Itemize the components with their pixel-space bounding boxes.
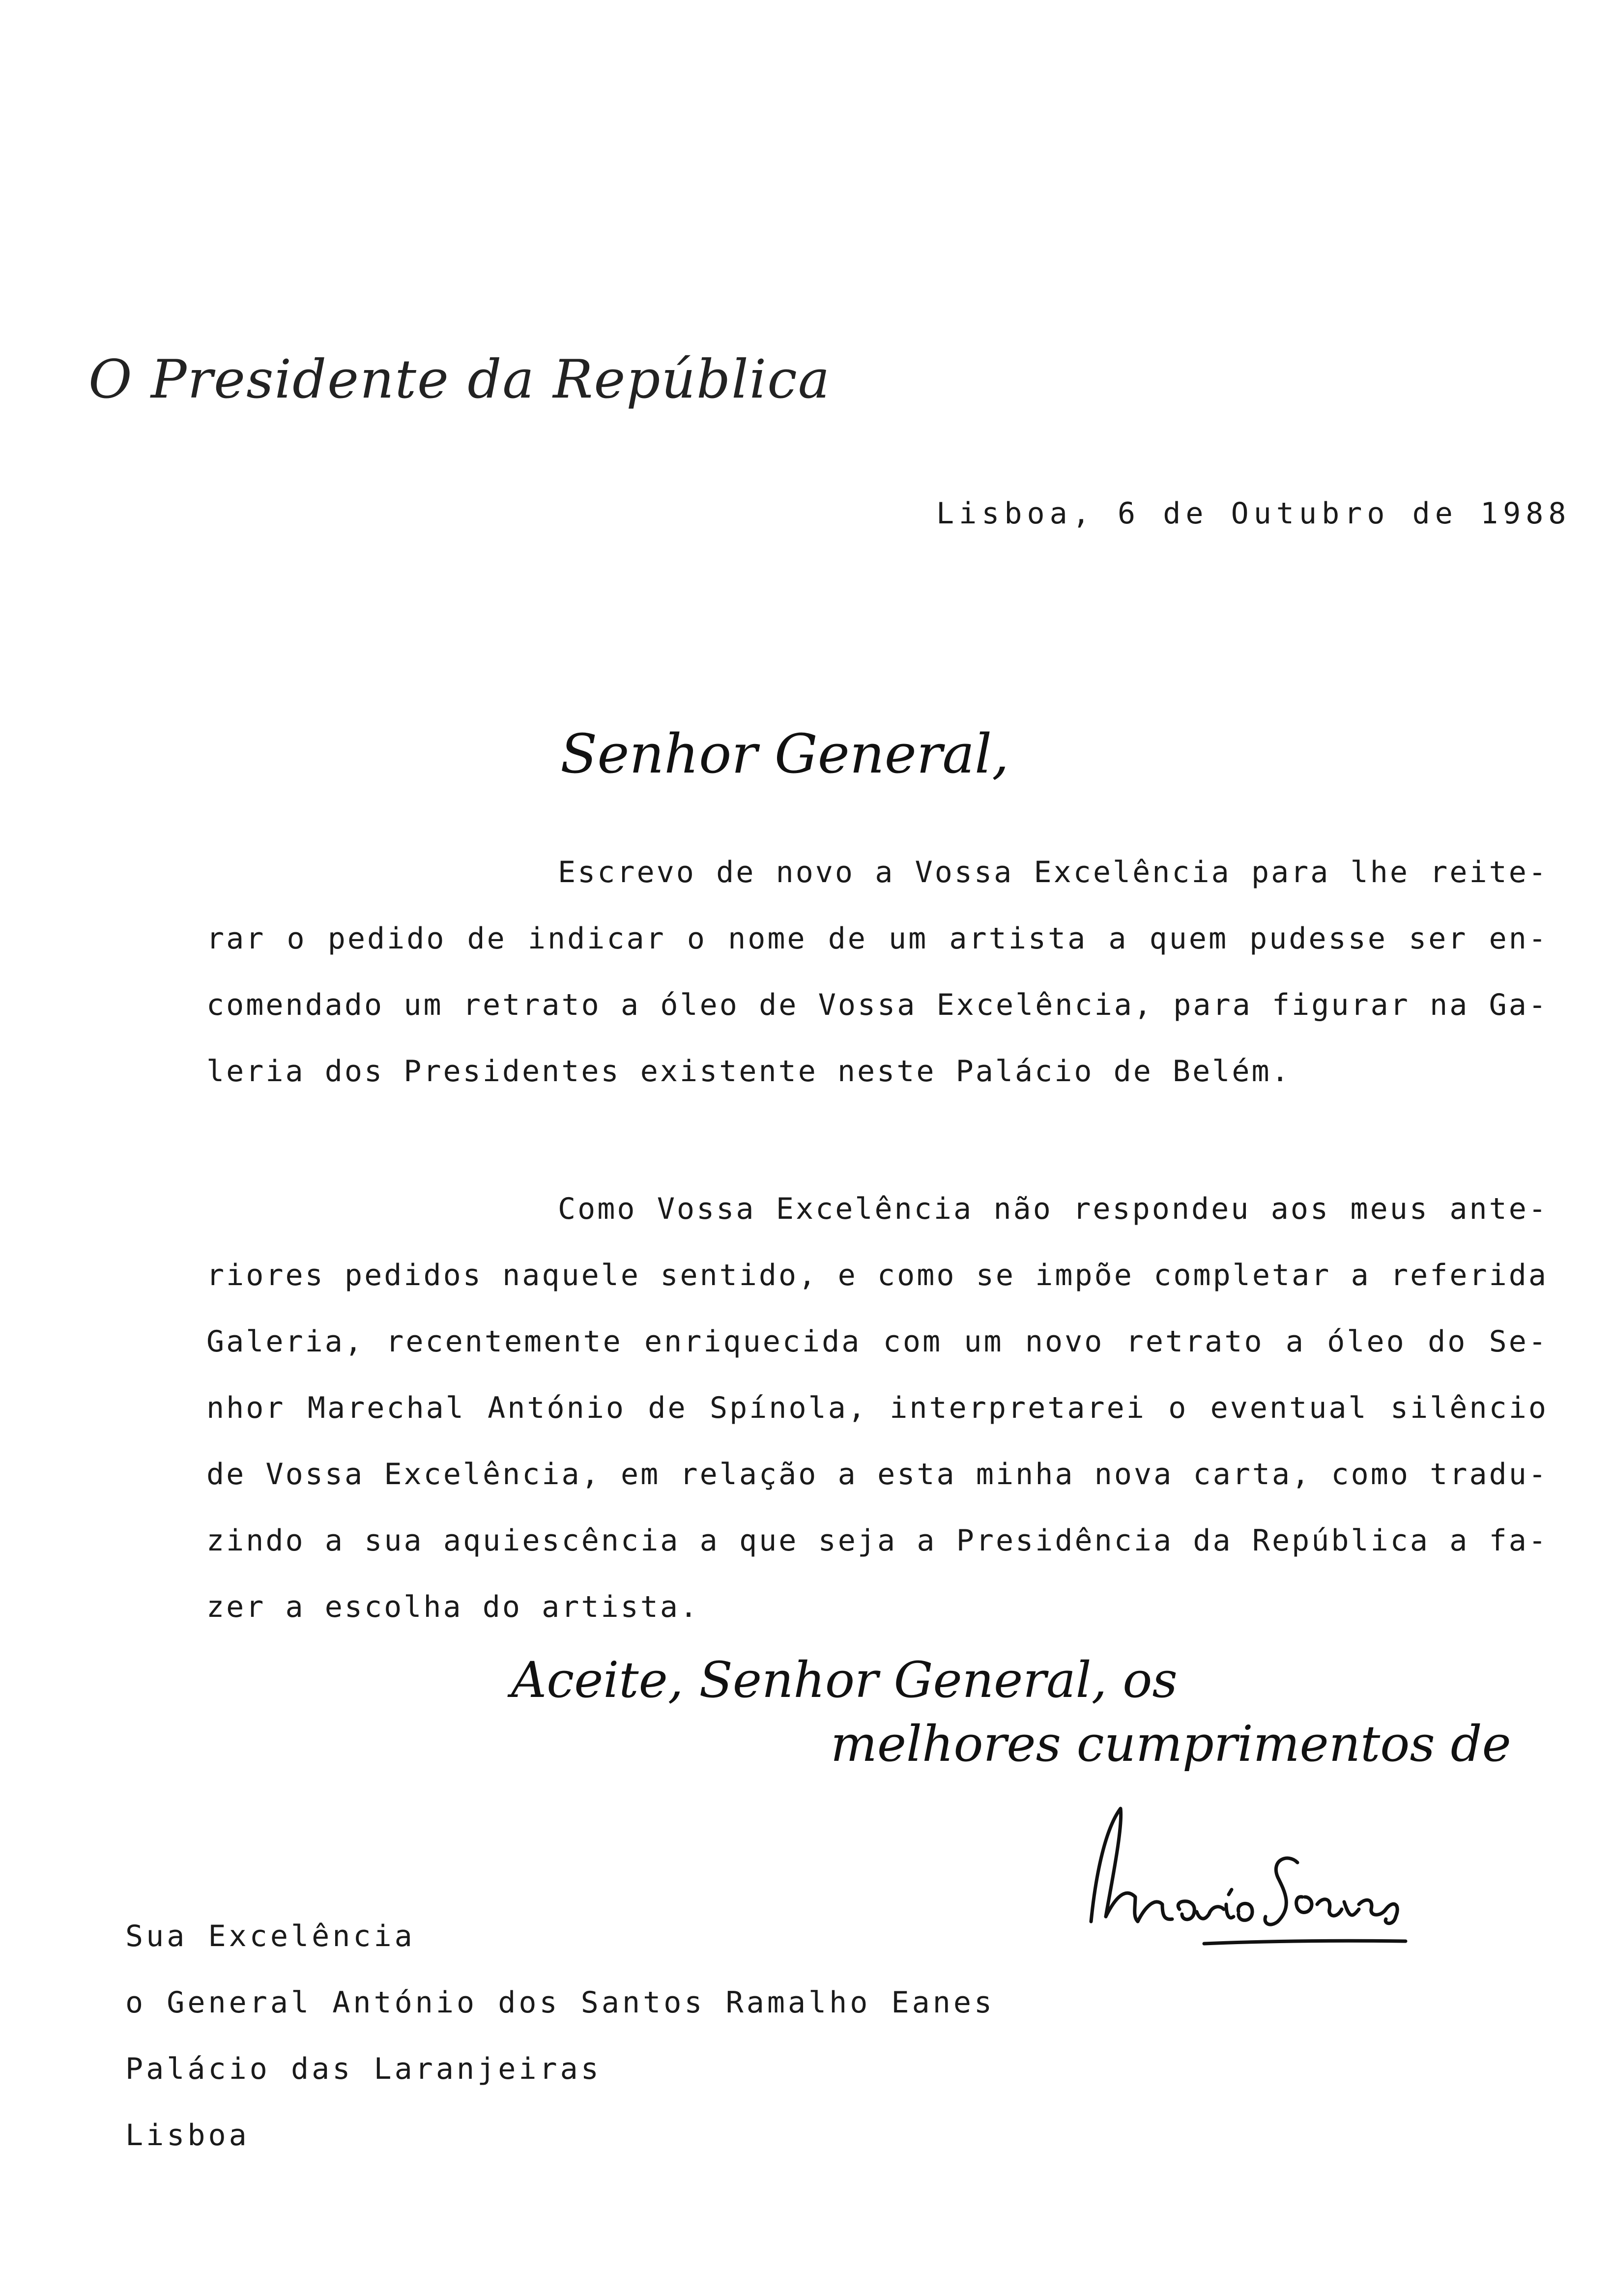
- paragraph-line: zindo a sua aquiescência a que seja a Presidência da República a fa-: [206, 1523, 1548, 1558]
- handwritten-signature: [1076, 1799, 1410, 1951]
- handwritten-salutation: Senhor General,: [560, 722, 1009, 785]
- recipient-line: o General António dos Santos Ramalho Eanes: [125, 1985, 995, 2020]
- paragraph-line: comendado um retrato a óleo de Vossa Excelência, para figurar na Ga-: [206, 988, 1548, 1022]
- recipient-line: Lisboa: [125, 2118, 250, 2152]
- date-line: Lisboa, 6 de Outubro de 1988: [936, 496, 1571, 531]
- letterhead-title: O Presidente da República: [88, 349, 831, 410]
- paragraph-line: leria dos Presidentes existente neste Palácio de Belém.: [206, 1054, 1291, 1089]
- paragraph-line: de Vossa Excelência, em relação a esta minha nova carta, como tradu-: [206, 1457, 1548, 1492]
- paragraph-line: nhor Marechal António de Spínola, interpretarei o eventual silêncio: [206, 1391, 1548, 1425]
- paragraph-line: riores pedidos naquele sentido, e como se impõe completar a referida: [206, 1258, 1548, 1292]
- recipient-line: Palácio das Laranjeiras: [125, 2052, 602, 2086]
- paragraph-line: Como Vossa Excelência não respondeu aos meus ante-: [558, 1192, 1548, 1226]
- handwritten-closing-line-2: melhores cumprimentos de: [831, 1715, 1511, 1773]
- recipient-line: Sua Excelência: [125, 1919, 415, 1953]
- handwritten-closing-line-1: Aceite, Senhor General, os: [511, 1651, 1178, 1709]
- paragraph-line: Galeria, recentemente enriquecida com um novo retrato a óleo do Se-: [206, 1324, 1548, 1359]
- paragraph-line: zer a escolha do artista.: [206, 1590, 700, 1624]
- paragraph-line: rar o pedido de indicar o nome de um artista a quem pudesse ser en-: [206, 921, 1548, 956]
- paragraph-line: Escrevo de novo a Vossa Excelência para lhe reite-: [558, 855, 1548, 890]
